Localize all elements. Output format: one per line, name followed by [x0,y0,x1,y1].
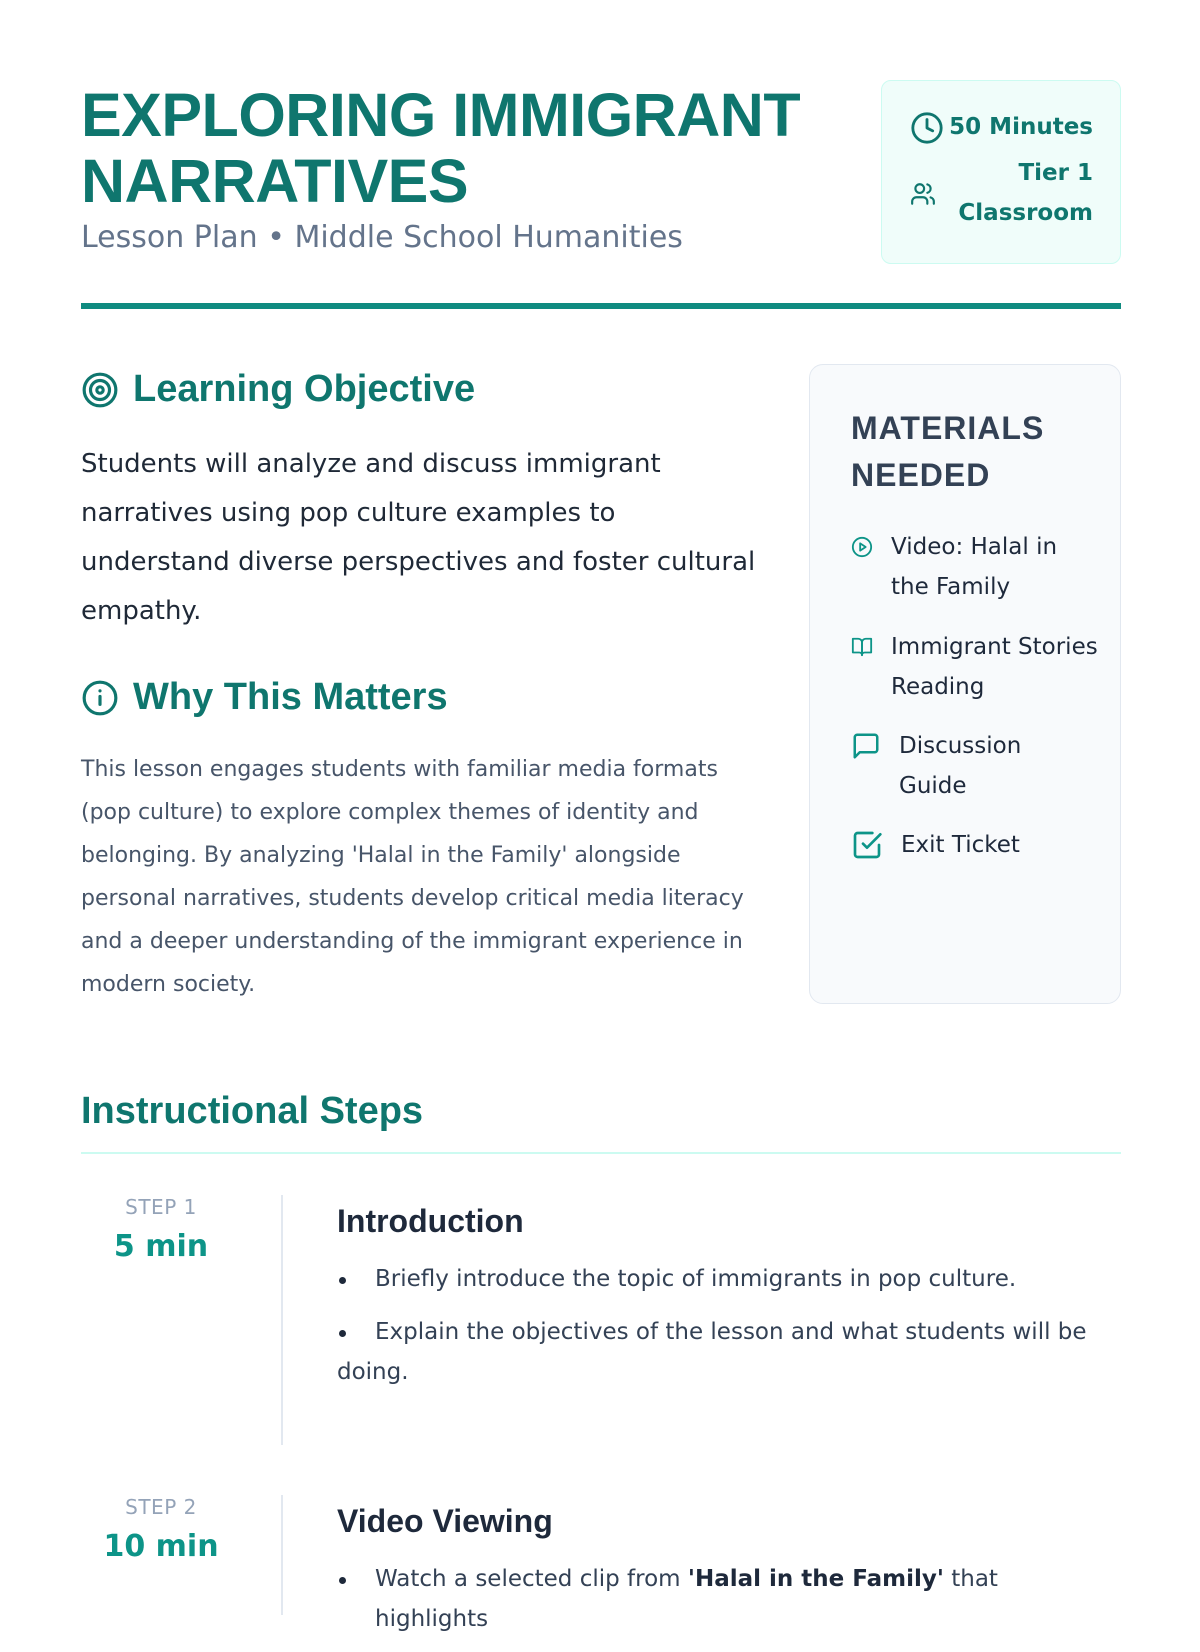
book-open-icon [851,636,873,658]
header-divider [81,303,1121,309]
check-square-icon [851,829,883,861]
steps-divider [81,1152,1121,1154]
subtitle-separator: • [267,220,285,255]
step-timeline [281,1195,283,1445]
lesson-meta-card [881,80,1121,264]
list-item: Briefly introduce the topic of immigrants in pop culture. [337,1259,1117,1299]
objective-heading-text: Learning Objective [133,368,476,410]
material-item [851,627,1111,707]
bullet-text: that highlights [375,1566,998,1632]
lesson-tier: Tier 1 [1018,160,1093,186]
step-timeline [281,1495,283,1615]
play-circle-icon [851,536,873,558]
step-bullets [337,1259,1117,1405]
bullet-text: Watch a selected clip from [375,1566,688,1592]
page-subtitle [81,220,683,255]
materials-card [809,364,1121,1004]
step-time: 10 min [103,1529,219,1564]
why-heading [81,676,448,719]
list-item: Explain the objectives of the lesson and what students will be doing. [337,1312,1117,1392]
material-item [851,527,1091,607]
page-title: EXPLORING IMMIGRANT NARRATIVES [81,81,801,215]
users-icon [910,181,936,207]
info-icon [81,679,119,717]
objective-heading [81,368,475,411]
message-square-icon [851,731,881,761]
step-meta [81,1195,241,1264]
materials-heading: MATERIALS NEEDED [851,410,1045,493]
clock-icon [910,111,944,145]
step-2 [81,1495,1121,1632]
material-item [851,726,1059,806]
bullet-bold-text: 'Halal in the Family' [687,1566,944,1592]
step-bullets [337,1559,1117,1652]
header [81,80,1121,310]
step-label: STEP 1 [125,1195,197,1219]
why-heading-text: Why This Matters [133,676,448,718]
lesson-duration: 50 Minutes [949,114,1093,140]
material-label: Immigrant Stories Reading [891,634,1098,700]
material-label: Discussion Guide [899,733,1022,799]
material-label: Video: Halal in the Family [891,534,1058,600]
step-label: STEP 2 [125,1495,197,1519]
material-item [851,825,1020,865]
step-time: 5 min [113,1229,209,1264]
step-1 [81,1195,1121,1445]
list-item [337,1559,1117,1639]
subtitle-type: Lesson Plan [81,220,258,255]
subtitle-course: Middle School Humanities [294,220,683,255]
step-title: Introduction [337,1203,524,1239]
objective-text: Students will analyze and discuss immigrant narratives using pop culture examples to understand diverse perspectives and foster cultural empathy. [81,449,756,626]
step-title: Video Viewing [337,1503,553,1539]
lesson-setting: Classroom [958,200,1093,226]
target-icon [81,371,119,409]
material-label: Exit Ticket [901,832,1020,858]
why-text: This lesson engages students with familiar media formats (pop culture) to explore complex themes of identity and belonging. By analyzing 'Halal in the Family' alongside personal narratives, students develop critical media literacy and a deeper understanding of the immigrant experience in modern society. [81,757,744,997]
steps-heading: Instructional Steps [81,1090,424,1132]
step-meta [81,1495,241,1564]
